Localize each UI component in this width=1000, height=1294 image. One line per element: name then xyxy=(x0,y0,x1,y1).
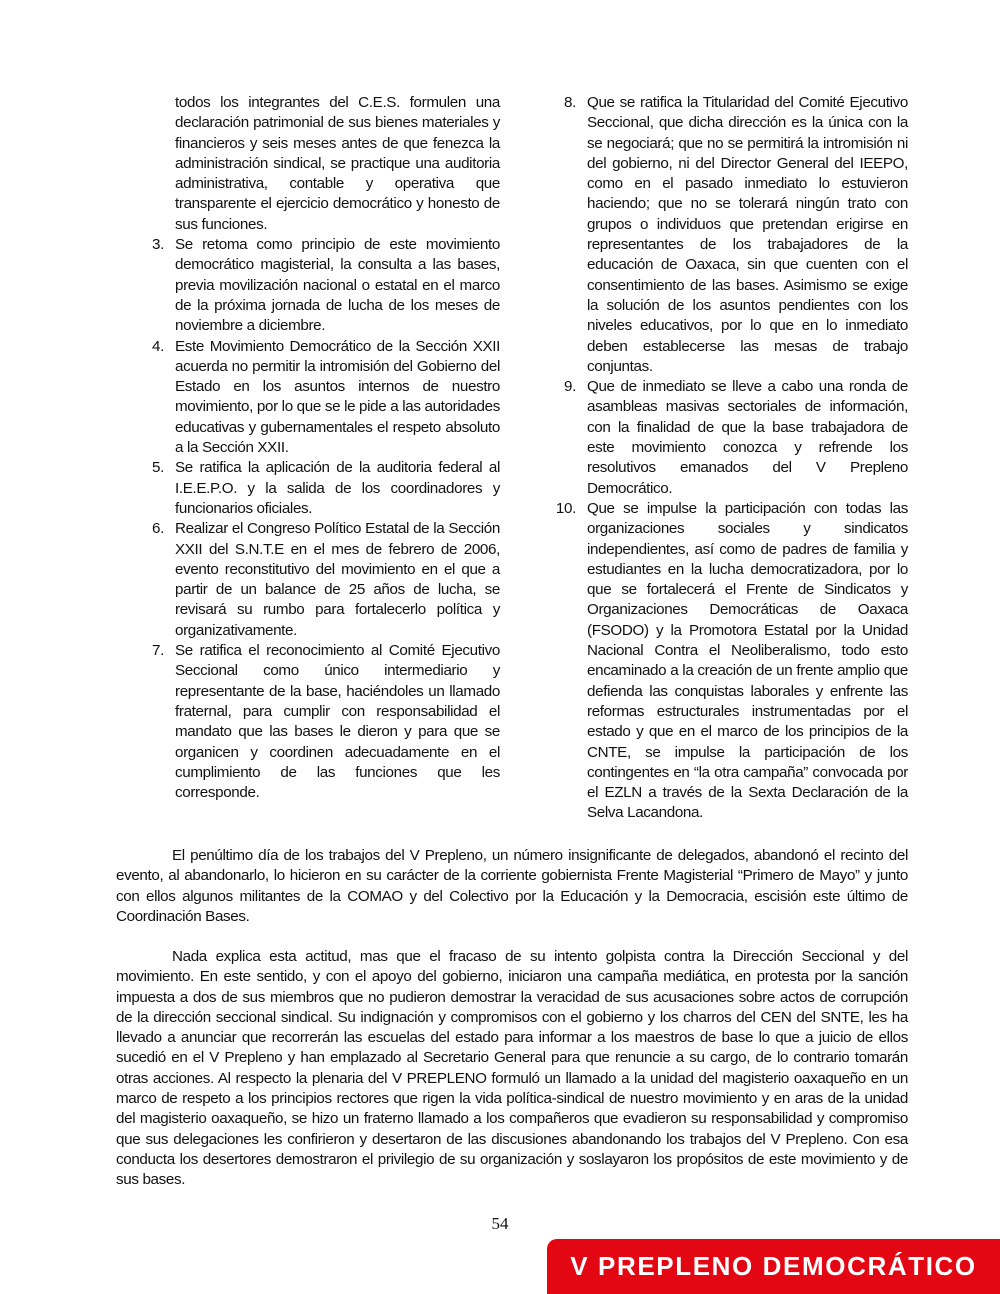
list-item-10 xyxy=(550,499,908,824)
body-paragraph-2: Nada explica esta actitud, mas que el fracaso de su intento golpista contra la Dirección Seccional y del movimiento. En este sentido, y con el apoyo del gobierno, iniciaron una campaña mediática, en protesta por la sanción impuesta a dos de sus miembros que no pudieron demostrar la veracidad de sus acusaciones sobre actos de corrupción de la dirección seccional sindical. Su indignación y compromisos con el gobierno y los charros del CEN del SNTE, les ha llevado a anunciar que recorrerán las escuelas del estado para informar a los maestros de base lo que a juicio de ellos sucedió en el V Prepleno y han emplazado al Secretario General para que renuncie a su cargo, de lo contrario tomarán otras acciones. Al respecto la plenaria del V PREPLENO formuló un llamado a la unidad del magisterio oaxaqueño en un marco de respeto a los principios rectores que rigen la vida política-sindical de nuestro movimiento y en aras de la unidad del magisterio oaxaqueño, se hizo un fraterno llamado a los compañeros que evadieron su responsabilidad y compromiso que sus delegaciones les confirieron y desertaron de las discusiones abandonando los trabajos del V Prepleno. Con esa conducta los desertores demostraron el privilegio de su organización y soslayaron los propósitos de este movimiento y de sus bases. xyxy=(116,948,908,1189)
left-column xyxy=(138,93,500,803)
item-number: 8. xyxy=(564,94,576,111)
list-item-4 xyxy=(138,337,500,459)
item-text: Realizar el Congreso Político Estatal de la Sección XXII del S.N.T.E en el mes de febrero de 2006, evento reconstitutivo del movimiento en el que a partir de un balance de 25 años de lucha, se revisará su rumbo para fortalecerlo política y organizativamente. xyxy=(175,520,500,639)
item-2-continuation: todos los integrantes del C.E.S. formulen una declaración patrimonial de sus bienes materiales y financieros y seis meses antes de que fenezca la administración sindical, se practique una auditoria administrativa, contable y operativa que transparente el ejercicio democrático y honesto de sus funciones. xyxy=(175,94,500,233)
body-paragraph-1: El penúltimo día de los trabajos del V Prepleno, un número insignificante de delegados, abandonó el recinto del evento, al abandonarlo, lo hicieron en su carácter de la corriente gobiernista Frente Magisterial “Primero de Mayo” y junto con ellos algunos militantes de la COMAO y del Colectivo por la Educación y la Democracia, escisión este último de Coordinación Bases. xyxy=(116,847,908,925)
item-text: Se ratifica la aplicación de la auditoria federal al I.E.E.P.O. y la salida de los coordinadores y funcionarios oficiales. xyxy=(175,459,500,517)
list-item-5 xyxy=(138,458,500,519)
item-text: Este Movimiento Democrático de la Sección XXII acuerda no permitir la intromisión del Gobierno del Estado en los asuntos internos de nuestro movimiento, por lo que se le pide a las autoridades educativas y gubernamentales el respeto absoluto a la Sección XXII. xyxy=(175,337,500,457)
page-number: 54 xyxy=(491,1214,509,1233)
item-text: Se ratifica el reconocimiento al Comité Ejecutivo Seccional como único intermediario y representante de la base, haciéndoles un llamado fraternal, para cumplir con responsabilidad el mandato que las bases le dieron y para que se organicen y coordinen adecuadamente en el cumplimiento de las funciones que les corresponde. xyxy=(175,642,500,802)
item-number: 7. xyxy=(152,642,164,660)
footer-banner: V PREPLENO DEMOCRÁTICO xyxy=(547,1239,1000,1294)
list-item-7 xyxy=(138,641,500,803)
item-number: 5. xyxy=(152,459,164,477)
item-text: Que de inmediato se lleve a cabo una ronda de asambleas masivas sectoriales de información, con la finalidad de que la base trabajadora de este movimiento conozca y refrende los resolutivos emanados del V Prepleno Democrático. xyxy=(587,378,908,497)
item-number: 9. xyxy=(564,378,576,396)
item-number: 6. xyxy=(152,520,164,538)
item-number: 10. xyxy=(555,499,576,517)
list-item-8 xyxy=(550,93,908,377)
item-number: 4. xyxy=(152,337,164,355)
right-column xyxy=(550,93,908,824)
list-item-6 xyxy=(138,519,500,641)
item-text: Que se ratifica la Titularidad del Comité Ejecutivo Seccional, que dicha dirección es la única con la se negociará; que no se permitirá la intromisión ni del gobierno, ni del Director General del IEEPO, como en el pasado inmediato lo estuvieron haciendo; que no se tolerará ningún trato con grupos o individuos que pretendan erigirse en representantes de los trabajadores de la educación de Oaxaca, sin que cuenten con el consentimiento de las bases. Asimismo se exige la solución de los asuntos pendientes con los niveles educativos, por lo que en lo inmediato deben establecerse las mesas de trabajo conjuntas. xyxy=(587,94,908,375)
list-item-3 xyxy=(138,235,500,336)
item-text: Se retoma como principio de este movimiento democrático magisterial, la consulta a las bases, previa movilización nacional o estatal en el marco de la próxima jornada de lucha de los meses de noviembre a diciembre. xyxy=(175,236,500,335)
item-text: Que se impulse la participación con todas las organizaciones sociales y sindicatos independientes, así como de padres de familia y estudiantes en la lucha democratizadora, por lo que se fortalecerá el Frente de Sindicatos y Organizaciones Democráticas de Oaxaca (FSODO) y la Promotora Estatal por la Unidad Nacional Contra el Neoliberalismo, todo esto encaminado a la creación de un frente amplio que defienda las conquistas laborales y enfrente las reformas estructurales instrumentadas por el estado y que en el marco de los principios de la CNTE, se impulse la participación de los contingentes en “la otra campaña” convocada por el EZLN a través de la Sexta Declaración de la Selva Lacandona. xyxy=(587,499,908,822)
item-number: 3. xyxy=(152,236,164,254)
list-item-9 xyxy=(550,377,908,499)
